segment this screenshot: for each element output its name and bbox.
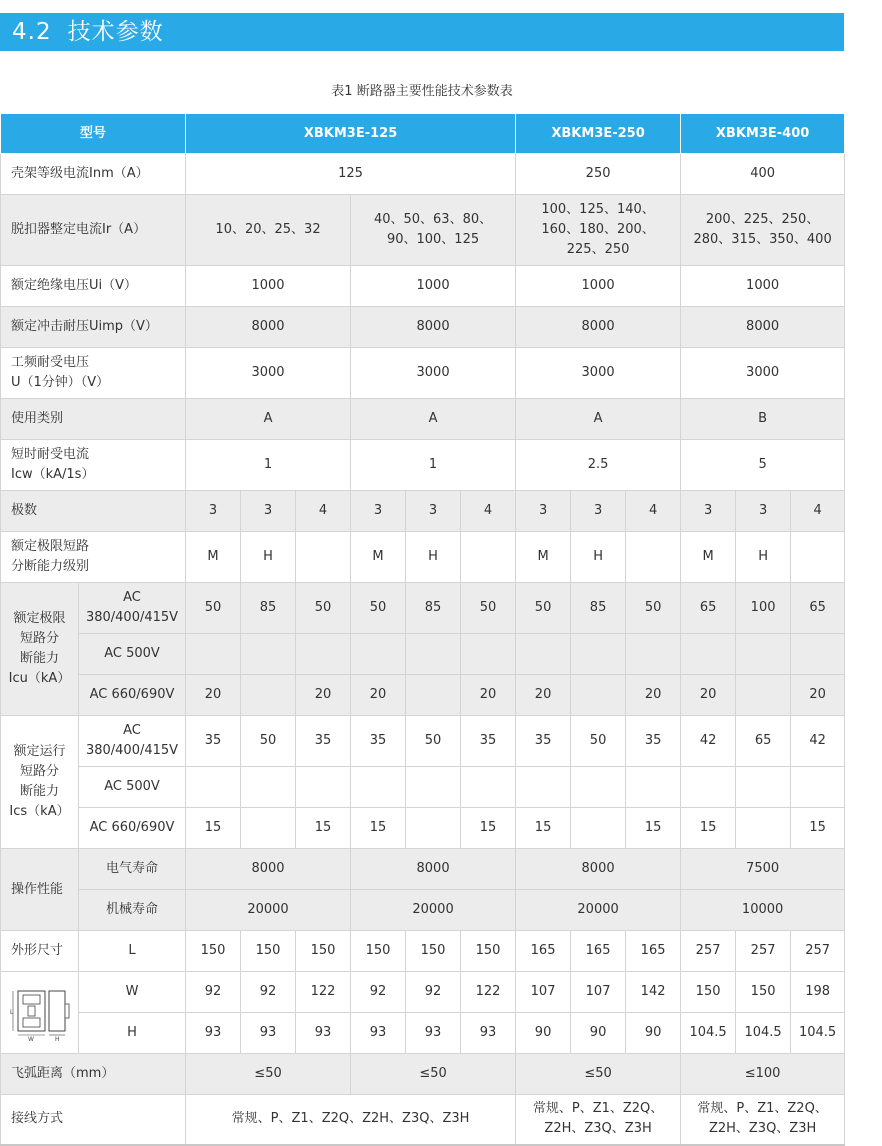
cell: 3 — [406, 491, 461, 532]
table-header-row — [1, 114, 845, 154]
cell-line: 280、315、350、400 — [693, 232, 832, 247]
table-row — [1, 307, 845, 348]
cell — [791, 532, 845, 583]
cell: 3000 — [516, 348, 681, 399]
cell: 50 — [351, 583, 406, 634]
cell: 35 — [351, 716, 406, 767]
cell: 65 — [736, 716, 791, 767]
cell — [571, 634, 626, 675]
cell — [736, 767, 791, 808]
cell: B — [681, 399, 845, 440]
cell: 257 — [681, 931, 736, 972]
row-label: 额定绝缘电压Ui（V） — [1, 266, 186, 307]
cell: 93 — [186, 1013, 241, 1054]
cell: 15 — [516, 808, 571, 849]
cell: 92 — [351, 972, 406, 1013]
row-group-label — [1, 716, 79, 849]
cell: 90 — [516, 1013, 571, 1054]
cell: 35 — [516, 716, 571, 767]
label-line: 额定极限 — [13, 611, 66, 626]
table-row — [1, 634, 845, 675]
cell: H — [571, 532, 626, 583]
cell — [626, 767, 681, 808]
cell — [516, 634, 571, 675]
label-line: Ics（kA） — [9, 804, 70, 819]
cell: 142 — [626, 972, 681, 1013]
cell: 15 — [351, 808, 406, 849]
label-line: 分断能力级别 — [11, 559, 90, 574]
cell: 4 — [791, 491, 845, 532]
cell — [736, 808, 791, 849]
cell: 1000 — [351, 266, 516, 307]
cell: 165 — [571, 931, 626, 972]
cell: 65 — [791, 583, 845, 634]
cell: 15 — [681, 808, 736, 849]
label-line: Icw（kA/1s） — [11, 467, 95, 482]
sub-label — [79, 583, 186, 634]
cell: 15 — [296, 808, 351, 849]
cell — [681, 767, 736, 808]
cell: A — [186, 399, 351, 440]
cell: 20 — [351, 675, 406, 716]
sub-label — [79, 716, 186, 767]
cell: ≤50 — [186, 1054, 351, 1095]
table-row — [1, 1013, 845, 1054]
cell: 50 — [571, 716, 626, 767]
cell: 65 — [681, 583, 736, 634]
cell: H — [241, 532, 296, 583]
cell: 93 — [351, 1013, 406, 1054]
cell: 257 — [736, 931, 791, 972]
cell — [406, 767, 461, 808]
cell: 125 — [186, 154, 516, 195]
cell: 20 — [681, 675, 736, 716]
cell: 4 — [296, 491, 351, 532]
cell: 35 — [461, 716, 516, 767]
cell: 85 — [571, 583, 626, 634]
table-row — [1, 440, 845, 491]
cell: 35 — [626, 716, 681, 767]
label-line: 断能力 — [19, 784, 59, 799]
cell: 3000 — [351, 348, 516, 399]
row-label: 接线方式 — [1, 1095, 186, 1145]
cell — [681, 195, 845, 266]
cell-line: 常规、P、Z1、Z2Q、 — [532, 1101, 664, 1117]
cell: 4 — [461, 491, 516, 532]
cell: 8000 — [681, 307, 845, 348]
cell: 20 — [516, 675, 571, 716]
table-caption: 表1 断路器主要性能技术参数表 — [331, 84, 513, 99]
cell: 3 — [241, 491, 296, 532]
cell-line: 160、180、200、 — [541, 222, 655, 237]
cell: 3 — [516, 491, 571, 532]
cell: M — [516, 532, 571, 583]
table-row — [1, 532, 845, 583]
table-row — [1, 154, 845, 195]
cell: 400 — [681, 154, 845, 195]
cell: 1 — [351, 440, 516, 491]
cell-line: 40、50、63、80、 — [373, 212, 493, 227]
cell — [186, 634, 241, 675]
label-line: 短时耐受电流 — [11, 447, 90, 462]
label-line: 工频耐受电压 — [11, 355, 90, 370]
cell — [461, 767, 516, 808]
dimension-diagram-cell — [1, 972, 79, 1054]
cell: 50 — [516, 583, 571, 634]
cell: 8000 — [516, 307, 681, 348]
cell — [241, 767, 296, 808]
cell: 107 — [516, 972, 571, 1013]
cell: 3 — [681, 491, 736, 532]
cell: 50 — [461, 583, 516, 634]
row-label: 壳架等级电流Inm（A） — [1, 154, 186, 195]
cell: 1 — [186, 440, 351, 491]
sub-label: AC 660/690V — [79, 808, 186, 849]
header-model-400: XBKM3E-400 — [681, 114, 845, 154]
cell — [351, 195, 516, 266]
cell: 8000 — [351, 849, 516, 890]
table-row — [1, 972, 845, 1013]
cell: 1000 — [516, 266, 681, 307]
icon-label-l: L — [9, 1008, 13, 1016]
cell — [571, 675, 626, 716]
icon-label-h: H — [54, 1035, 60, 1041]
cell: 104.5 — [791, 1013, 845, 1054]
cell: 50 — [626, 583, 681, 634]
cell: 93 — [296, 1013, 351, 1054]
row-label — [1, 532, 186, 583]
cell: H — [736, 532, 791, 583]
cell: 92 — [241, 972, 296, 1013]
cell-line: 常规、P、Z1、Z2Q、 — [697, 1101, 828, 1117]
cell: 104.5 — [736, 1013, 791, 1054]
table-row — [1, 348, 845, 399]
cell — [186, 767, 241, 808]
cell: 3 — [736, 491, 791, 532]
cell: 92 — [406, 972, 461, 1013]
row-group-label: 外形尺寸 — [1, 931, 79, 972]
row-label: 飞弧距离（mm） — [1, 1054, 186, 1095]
section-header — [0, 13, 844, 51]
cell — [406, 808, 461, 849]
cell: 7500 — [681, 849, 845, 890]
cell-line: 100、125、140、 — [541, 202, 655, 217]
cell — [296, 532, 351, 583]
cell: 165 — [626, 931, 681, 972]
row-group-label: 操作性能 — [1, 849, 79, 931]
cell: 20000 — [351, 890, 516, 931]
table-row — [1, 849, 845, 890]
cell: 20000 — [186, 890, 351, 931]
cell — [461, 634, 516, 675]
cell: 150 — [461, 931, 516, 972]
cell: 8000 — [351, 307, 516, 348]
sub-label: 电气寿命 — [79, 849, 186, 890]
cell: 3 — [571, 491, 626, 532]
cell: 90 — [626, 1013, 681, 1054]
cell: 10000 — [681, 890, 845, 931]
cell: 8000 — [186, 849, 351, 890]
cell: 150 — [186, 931, 241, 972]
cell — [681, 1095, 845, 1145]
cell — [461, 532, 516, 583]
cell: ≤50 — [351, 1054, 516, 1095]
cell — [296, 767, 351, 808]
cell: 1000 — [186, 266, 351, 307]
cell: 93 — [241, 1013, 296, 1054]
cell: A — [351, 399, 516, 440]
cell: 3000 — [681, 348, 845, 399]
cell: ≤100 — [681, 1054, 845, 1095]
label-line: 短路分 — [19, 764, 59, 779]
label-line: Icu（kA） — [8, 671, 71, 686]
cell: 165 — [516, 931, 571, 972]
cell: 35 — [296, 716, 351, 767]
table-row — [1, 1054, 845, 1095]
cell: 3 — [186, 491, 241, 532]
cell: ≤50 — [516, 1054, 681, 1095]
cell: 15 — [791, 808, 845, 849]
cell: 3 — [351, 491, 406, 532]
cell — [681, 634, 736, 675]
cell — [516, 767, 571, 808]
cell — [736, 675, 791, 716]
table-row — [1, 195, 845, 266]
cell — [791, 634, 845, 675]
cell: 20 — [186, 675, 241, 716]
cell: 42 — [791, 716, 845, 767]
cell-line: Z2H、Z3Q、Z3H — [708, 1121, 817, 1137]
sub-label: W — [79, 972, 186, 1013]
cell: 150 — [406, 931, 461, 972]
row-label — [1, 440, 186, 491]
row-group-label — [1, 583, 79, 716]
cell — [791, 767, 845, 808]
cell: 122 — [461, 972, 516, 1013]
breaker-dimension-icon — [7, 985, 73, 1041]
cell: 8000 — [186, 307, 351, 348]
cell: 100 — [736, 583, 791, 634]
cell — [626, 532, 681, 583]
cell: 150 — [296, 931, 351, 972]
cell-line: Z2H、Z3Q、Z3H — [544, 1121, 652, 1137]
table-row — [1, 931, 845, 972]
cell: 4 — [626, 491, 681, 532]
cell: 20 — [296, 675, 351, 716]
cell: 10、20、25、32 — [186, 195, 351, 266]
cell: 1000 — [681, 266, 845, 307]
sub-label: AC 660/690V — [79, 675, 186, 716]
cell: 20 — [626, 675, 681, 716]
cell-line: 90、100、125 — [386, 232, 480, 247]
label-line: AC — [123, 590, 141, 605]
cell: 104.5 — [681, 1013, 736, 1054]
table-row — [1, 716, 845, 767]
cell: 50 — [241, 716, 296, 767]
cell: 150 — [736, 972, 791, 1013]
cell — [516, 1095, 681, 1145]
cell: 20000 — [516, 890, 681, 931]
sub-label: AC 500V — [79, 767, 186, 808]
sub-label: AC 500V — [79, 634, 186, 675]
row-label: 脱扣器整定电流Ir（A） — [1, 195, 186, 266]
cell: 50 — [186, 583, 241, 634]
cell — [241, 808, 296, 849]
cell: 90 — [571, 1013, 626, 1054]
table-row — [1, 890, 845, 931]
cell — [571, 808, 626, 849]
cell: 150 — [681, 972, 736, 1013]
cell — [241, 634, 296, 675]
cell — [296, 634, 351, 675]
cell: 150 — [351, 931, 406, 972]
cell: 93 — [406, 1013, 461, 1054]
cell: 257 — [791, 931, 845, 972]
table-row — [1, 808, 845, 849]
spec-table — [0, 113, 845, 1146]
sub-label: L — [79, 931, 186, 972]
cell — [571, 767, 626, 808]
icon-label-w: W — [27, 1035, 34, 1041]
header-model-125: XBKM3E-125 — [186, 114, 516, 154]
cell: 122 — [296, 972, 351, 1013]
label-line: 额定极限短路 — [11, 539, 90, 554]
cell: 150 — [241, 931, 296, 972]
cell — [516, 195, 681, 266]
sub-label: H — [79, 1013, 186, 1054]
cell: 93 — [461, 1013, 516, 1054]
cell — [241, 675, 296, 716]
row-label: 额定冲击耐压Uimp（V） — [1, 307, 186, 348]
cell: 15 — [626, 808, 681, 849]
cell: M — [351, 532, 406, 583]
cell: 85 — [241, 583, 296, 634]
cell: 92 — [186, 972, 241, 1013]
label-line: 额定运行 — [13, 744, 66, 759]
cell: 107 — [571, 972, 626, 1013]
table-row — [1, 767, 845, 808]
cell: 2.5 — [516, 440, 681, 491]
cell — [626, 634, 681, 675]
cell — [406, 675, 461, 716]
section-number: 4.2 — [12, 19, 52, 45]
cell: 250 — [516, 154, 681, 195]
cell: H — [406, 532, 461, 583]
cell: 3000 — [186, 348, 351, 399]
cell — [351, 767, 406, 808]
table-row — [1, 675, 845, 716]
cell: 8000 — [516, 849, 681, 890]
label-line: 380/400/415V — [85, 610, 179, 625]
cell-line: 200、225、250、 — [705, 212, 820, 227]
cell: 42 — [681, 716, 736, 767]
cell-line: 225、250 — [566, 242, 630, 257]
table-row — [1, 1095, 845, 1145]
cell: 20 — [791, 675, 845, 716]
cell: 5 — [681, 440, 845, 491]
table-row — [1, 266, 845, 307]
cell: 198 — [791, 972, 845, 1013]
row-label: 极数 — [1, 491, 186, 532]
label-line: U（1分钟）（V） — [11, 375, 110, 390]
cell: 50 — [296, 583, 351, 634]
header-model-250: XBKM3E-250 — [516, 114, 681, 154]
label-line: AC — [123, 723, 141, 738]
row-label — [1, 348, 186, 399]
cell: 35 — [186, 716, 241, 767]
label-line: 380/400/415V — [85, 743, 179, 758]
cell: 85 — [406, 583, 461, 634]
table-row — [1, 399, 845, 440]
cell: M — [681, 532, 736, 583]
label-line: 断能力 — [19, 651, 59, 666]
label-line: 短路分 — [19, 631, 59, 646]
header-model-label: 型号 — [1, 114, 186, 154]
cell: A — [516, 399, 681, 440]
cell — [406, 634, 461, 675]
cell: M — [186, 532, 241, 583]
cell: 15 — [186, 808, 241, 849]
cell — [351, 634, 406, 675]
table-row — [1, 583, 845, 634]
sub-label: 机械寿命 — [79, 890, 186, 931]
table-row — [1, 491, 845, 532]
cell: 50 — [406, 716, 461, 767]
row-label: 使用类别 — [1, 399, 186, 440]
cell: 常规、P、Z1、Z2Q、Z2H、Z3Q、Z3H — [186, 1095, 516, 1145]
section-title: 技术参数 — [67, 19, 164, 45]
cell: 15 — [461, 808, 516, 849]
cell: 20 — [461, 675, 516, 716]
cell — [736, 634, 791, 675]
